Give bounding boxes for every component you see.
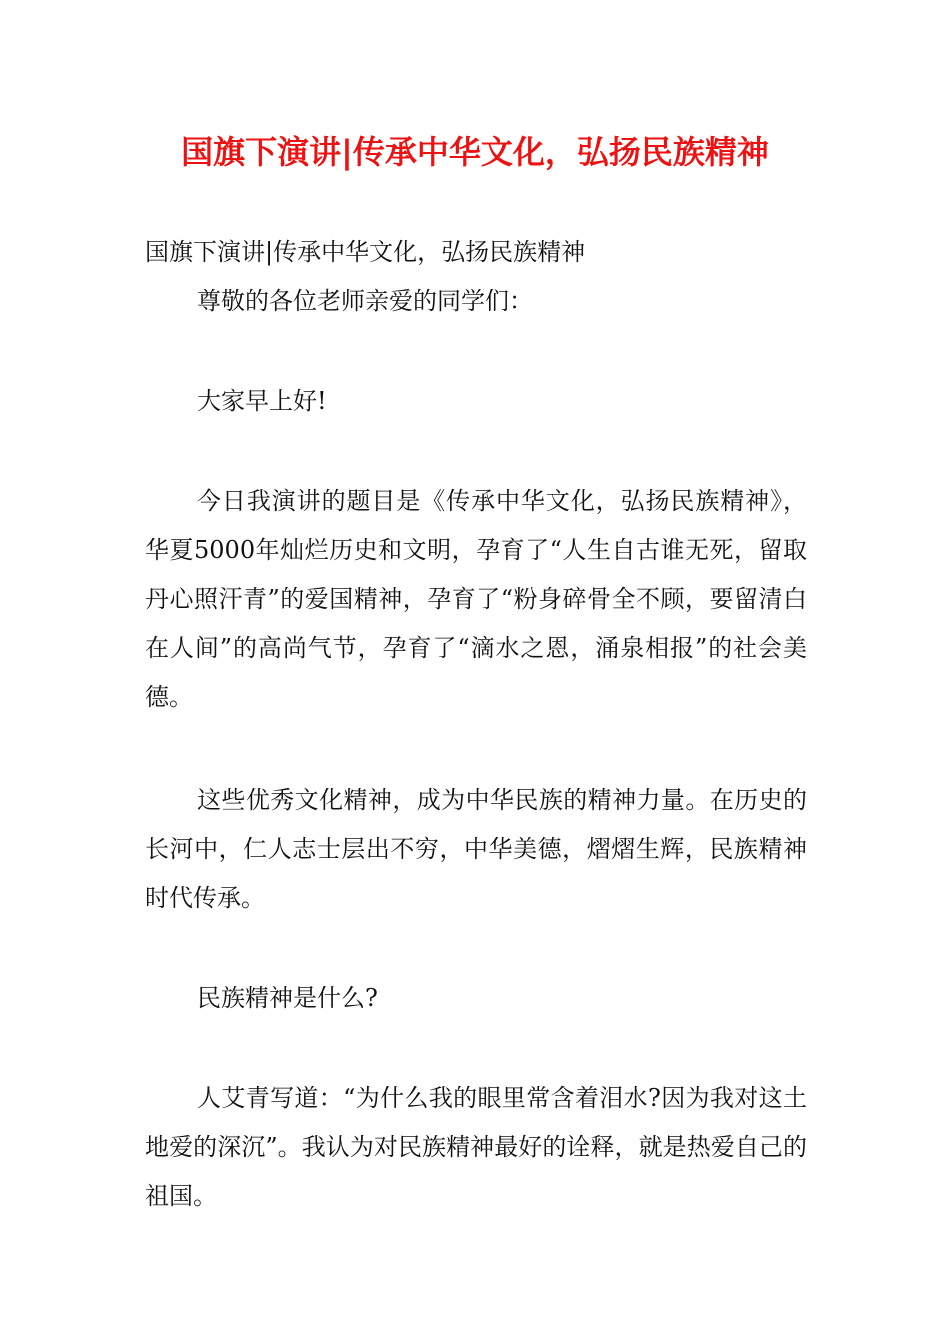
paragraph-1: 大家早上好! <box>197 387 327 415</box>
greeting-paragraph: 尊敬的各位老师亲爱的同学们： <box>197 287 533 315</box>
document-subtitle: 国旗下演讲|传承中华文化，弘扬民族精神 <box>145 238 586 266</box>
paragraph-2: 今日我演讲的题目是《传承中华文化，弘扬民族精神》，华夏5000年灿烂历史和文明，孕育了“人生自古谁无死，留取丹心照汗青”的爱国精神，孕育了“粉身碎骨全不顾，要留清白在人间”的高尚气节，孕育了“滴水之恩，涌泉相报”的社会美德。 <box>145 487 807 711</box>
paragraph-5: 人艾青写道：“为什么我的眼里常含着泪水?因为我对这土地爱的深沉”。我认为对民族精神最好的诠释，就是热爱自己的祖国。 <box>145 1084 807 1210</box>
paragraph-3: 这些优秀文化精神，成为中华民族的精神力量。在历史的长河中，仁人志士层出不穷，中华美德，熠熠生辉，民族精神时代传承。 <box>145 786 807 912</box>
paragraph-4: 民族精神是什么? <box>197 984 378 1012</box>
document-title: 国旗下演讲|传承中华文化，弘扬民族精神 <box>181 133 769 171</box>
